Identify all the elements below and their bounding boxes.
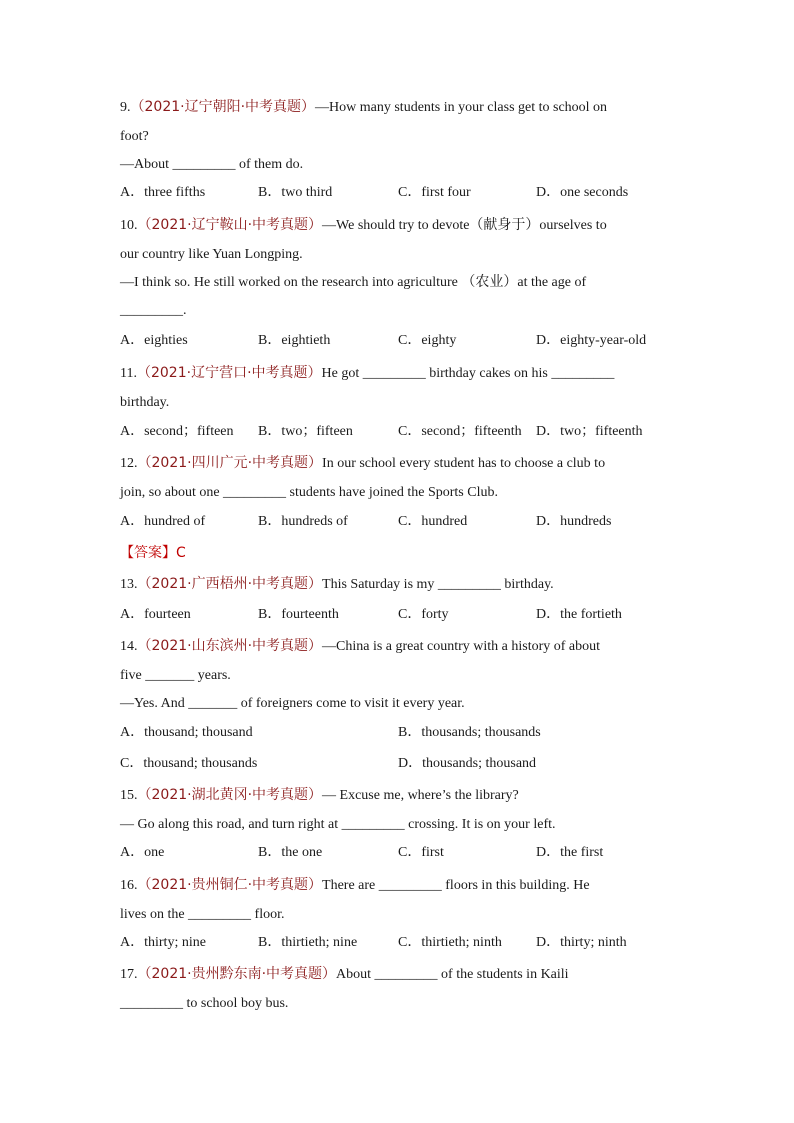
question-source: （2021·湖北黄冈·中考真题）	[137, 787, 323, 803]
question-9-stem	[120, 98, 607, 117]
option-a: A．second；fifteen	[120, 424, 234, 439]
question-text: —How many students in your class get to school on	[315, 100, 608, 115]
question-text: foot?	[120, 129, 149, 144]
option-a: A．eighties	[120, 333, 188, 348]
option-d: D．one seconds	[536, 185, 629, 200]
question-number: 10.	[120, 218, 138, 233]
question-15-stem	[120, 786, 519, 805]
option-b: B．thirtieth; nine	[258, 935, 358, 950]
option-c: C．second；fifteenth	[398, 424, 522, 439]
question-text: our country like Yuan Longping.	[120, 247, 303, 262]
option-d: D．eighty-year-old	[536, 333, 647, 348]
question-text: This Saturday is my _________ birthday.	[322, 577, 554, 592]
question-number: 9.	[120, 100, 131, 115]
question-text: In our school every student has to choose a club to	[322, 456, 606, 471]
option-d: D．the first	[536, 845, 604, 860]
question-source: （2021·四川广元·中考真题）	[137, 455, 323, 471]
option-c: C．forty	[398, 607, 449, 622]
option-d: D．thirty; ninth	[536, 935, 627, 950]
option-b: B．fourteenth	[258, 607, 339, 622]
question-number: 12.	[120, 456, 138, 471]
option-a: A．three fifths	[120, 185, 206, 200]
question-13-stem	[120, 575, 554, 594]
answer-label: 【答案】C	[120, 545, 186, 561]
question-text: — Excuse me, where’s the library?	[322, 788, 519, 803]
question-number: 15.	[120, 788, 138, 803]
question-text: —I think so. He still worked on the research into agriculture （农业）at the age of	[120, 275, 587, 290]
option-a: A．thirty; nine	[120, 935, 206, 950]
question-11-stem	[120, 364, 614, 383]
option-b: B．hundreds of	[258, 514, 348, 529]
question-source: （2021·辽宁鞍山·中考真题）	[137, 217, 323, 233]
question-text: _________.	[120, 303, 187, 318]
question-10-stem	[120, 216, 607, 235]
question-number: 11.	[120, 366, 137, 381]
question-text: lives on the _________ floor.	[120, 907, 285, 922]
question-number: 13.	[120, 577, 138, 592]
option-b: B．two third	[258, 185, 333, 200]
option-c: C．first	[398, 845, 444, 860]
question-source: （2021·辽宁朝阳·中考真题）	[130, 99, 316, 115]
question-number: 17.	[120, 967, 138, 982]
option-a: A．thousand; thousand	[120, 725, 253, 740]
option-d: D．thousands; thousand	[398, 756, 537, 771]
option-b: B．two；fifteen	[258, 424, 353, 439]
question-text: He got _________ birthday cakes on his _________	[321, 366, 615, 381]
option-a: A．fourteen	[120, 607, 191, 622]
option-b: B．thousands; thousands	[398, 725, 541, 740]
question-source: （2021·贵州铜仁·中考真题）	[137, 877, 323, 893]
question-text: —We should try to devote（献身于）ourselves to	[322, 218, 607, 233]
question-number: 16.	[120, 878, 138, 893]
option-d: D．hundreds	[536, 514, 612, 529]
question-text: About _________ of the students in Kaili	[336, 967, 569, 982]
option-c: C．thirtieth; ninth	[398, 935, 502, 950]
option-c: C．eighty	[398, 333, 457, 348]
option-a: A．one	[120, 845, 165, 860]
option-d: D．the fortieth	[536, 607, 622, 622]
option-c: C．hundred	[398, 514, 468, 529]
question-source: （2021·山东滨州·中考真题）	[137, 638, 323, 654]
option-b: B．the one	[258, 845, 323, 860]
question-number: 14.	[120, 639, 138, 654]
question-text: join, so about one _________ students have joined the Sports Club.	[120, 485, 498, 500]
option-c: C．first four	[398, 185, 471, 200]
question-16-stem	[120, 876, 590, 895]
question-source: （2021·辽宁营口·中考真题）	[136, 365, 322, 381]
question-text: _________ to school boy bus.	[120, 996, 289, 1011]
question-text: five _______ years.	[120, 668, 231, 683]
question-17-stem	[120, 965, 569, 984]
option-c: C．thousand; thousands	[120, 756, 258, 771]
question-text: — Go along this road, and turn right at _________ crossing. It is on your left.	[120, 817, 556, 832]
question-text: —Yes. And _______ of foreigners come to visit it every year.	[120, 696, 465, 711]
option-b: B．eightieth	[258, 333, 331, 348]
question-14-stem	[120, 637, 600, 656]
question-text: birthday.	[120, 395, 170, 410]
option-d: D．two；fifteenth	[536, 424, 643, 439]
question-text: —About _________ of them do.	[120, 157, 304, 172]
question-text: —China is a great country with a history of about	[322, 639, 601, 654]
option-a: A．hundred of	[120, 514, 206, 529]
question-text: There are _________ floors in this building. He	[322, 878, 590, 893]
question-source: （2021·广西梧州·中考真题）	[137, 576, 323, 592]
question-12-stem	[120, 454, 605, 473]
question-source: （2021·贵州黔东南·中考真题）	[137, 966, 337, 982]
